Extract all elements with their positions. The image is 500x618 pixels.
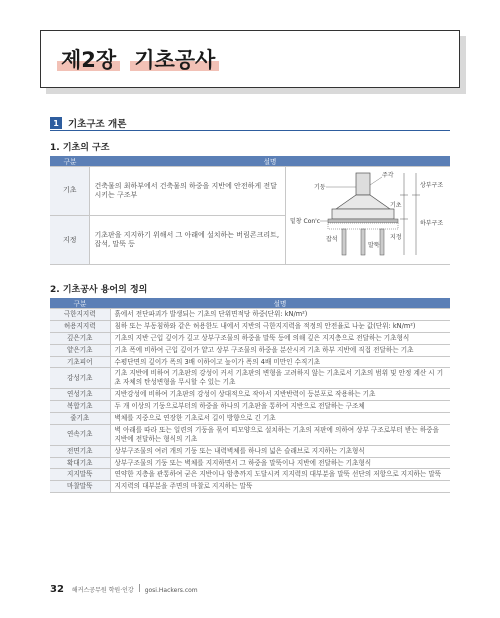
table-header: 설명: [90, 156, 450, 167]
section-number: 1: [50, 117, 62, 129]
table-row: [50, 424, 450, 445]
table-desc: 상부구조물의 기둥 또는 벽체를 지지하면서 그 하중을 말뚝이나 지반에 전달하는 기초형식: [110, 457, 450, 469]
table-header: 구분: [50, 156, 90, 167]
table-desc: 상부구조물의 여러 개의 기둥 또는 내력벽체를 하나의 넓은 슬래브로 지지하는 기초형식: [110, 445, 450, 457]
foundation-figure: [285, 167, 450, 265]
subsection-title-2: 2. 기초공사 용어의 정의: [50, 285, 148, 295]
chapter-banner: [40, 30, 460, 88]
table-header: 설명: [110, 298, 450, 309]
table-key: 허용지지력: [50, 320, 110, 332]
chapter-label: 제2장: [57, 44, 120, 74]
table-desc: 건축물의 최하부에서 건축물의 하중을 지반에 안전하게 전달시키는 구조부: [90, 167, 286, 216]
table-row: [50, 457, 450, 469]
table-row: [50, 389, 450, 401]
section-heading: [50, 116, 126, 130]
figure-label-jijeong: 지정: [389, 234, 402, 241]
table-row: [50, 401, 450, 413]
table-desc: 지반강성에 비하여 기초판의 강성이 상대적으로 작아서 지반반력이 등분포로 작용하는 기초: [110, 389, 450, 401]
table-key: 복합기초: [50, 401, 110, 413]
table-desc: 침하 또는 부동침하와 같은 허용한도 내에서 지반의 극한지지력을 적정의 안전율로 나눈 값(단위: kN/m²): [110, 320, 450, 332]
table-key: 줄기초: [50, 413, 110, 425]
table-desc: 기초 지반에 비하여 기초판의 강성이 커서 기초판의 변형을 고려하지 않는 기초로서 기초의 범위 및 안정 계산 시 기초 자체의 탄성변형을 무시할 수 있는 기초: [110, 368, 450, 389]
table-desc: 기초 폭에 비하여 근입 깊이가 얕고 상부 구조물의 하중을 분산시켜 기초 하부 지반에 직접 전달하는 기초: [110, 344, 450, 356]
table-row: [50, 413, 450, 425]
table-key: 기초피어: [50, 356, 110, 368]
table-key: 연성기초: [50, 389, 110, 401]
page-footer: [50, 584, 198, 595]
table-row: [50, 469, 450, 481]
foundation-diagram: [286, 167, 450, 261]
table-row: [50, 167, 450, 216]
table-desc: 연약한 지층을 관통하여 굳은 지반이나 암층까지 도달시켜 지지력의 대부분을 말뚝 선단의 저항으로 지지하는 말뚝: [110, 469, 450, 481]
table-desc: 흙에서 전단파괴가 발생되는 기초의 단위면적당 하중(단위: kN/m²): [110, 309, 450, 321]
footer-site: gosi.Hackers.com: [144, 587, 198, 594]
table-key: 지정: [50, 216, 90, 265]
table-key: 강성기초: [50, 368, 110, 389]
figure-label-pile: 말뚝: [367, 242, 380, 249]
table-row: [50, 332, 450, 344]
table-key: 얕은기초: [50, 344, 110, 356]
figure-label-concrete: 밑창 Con'c: [289, 218, 321, 225]
footer-book: 해커스공무원 학원·인강: [71, 587, 134, 594]
table-row: [50, 445, 450, 457]
chapter-title: 기초공사: [130, 44, 219, 74]
table-key: 기초: [50, 167, 90, 216]
table-key: 마찰말뚝: [50, 481, 110, 493]
table-row: [50, 368, 450, 389]
table-desc: 두 개 이상의 기둥으로부터의 하중을 하나의 기초판을 통하여 지반으로 전달하는 구조체: [110, 401, 450, 413]
table-row: [50, 344, 450, 356]
figure-label-foundation: 기초: [389, 202, 402, 209]
table-row: [50, 309, 450, 321]
figure-label-lower: 하부구조: [419, 220, 444, 227]
terminology-table: [50, 298, 450, 493]
table-desc: 벽체를 지중으로 연장한 기초로서 길이 방향으로 긴 기초: [110, 413, 450, 425]
page-number: 32: [50, 584, 64, 595]
foundation-structure-table: [50, 156, 450, 265]
table-desc: 지지력의 대부분을 주면의 마찰로 지지하는 말뚝: [110, 481, 450, 493]
table-key: 전면기초: [50, 445, 110, 457]
figure-label-beam: 주각: [381, 172, 394, 179]
subsection-title-1: 1. 기초의 구조: [50, 143, 110, 153]
figure-label-column: 기둥: [313, 184, 326, 191]
table-desc: 기초판을 지지하기 위해서 그 아래에 설치하는 버림콘크리트, 잡석, 말뚝 등: [90, 216, 286, 265]
section-divider: [50, 130, 450, 131]
table-desc: 기초의 지반 근입 깊이가 깊고 상부구조물의 하중을 말뚝 등에 의해 깊은 지지층으로 전달하는 기초형식: [110, 332, 450, 344]
table-key: 극한지지력: [50, 309, 110, 321]
table-row: [50, 320, 450, 332]
footer-separator: [139, 584, 140, 592]
table-header: 구분: [50, 298, 110, 309]
section-title: 기초구조 개론: [68, 119, 127, 130]
table-key: 연속기초: [50, 424, 110, 445]
table-key: 깊은기초: [50, 332, 110, 344]
table-desc: 수평단면의 깊이가 폭의 3배 이하이고 높이가 폭의 4배 미만인 수직기초: [110, 356, 450, 368]
table-row: [50, 356, 450, 368]
figure-label-gravel: 잡석: [325, 236, 338, 243]
figure-label-upper: 상부구조: [419, 182, 444, 189]
table-key: 확대기초: [50, 457, 110, 469]
table-row: [50, 481, 450, 493]
table-key: 지지말뚝: [50, 469, 110, 481]
table-desc: 벽 아래를 따라 또는 일련의 기둥을 묶어 띠모양으로 설치하는 기초의 저판에 의하여 상부 구조로부터 받는 하중을 지반에 전달하는 형식의 기초: [110, 424, 450, 445]
